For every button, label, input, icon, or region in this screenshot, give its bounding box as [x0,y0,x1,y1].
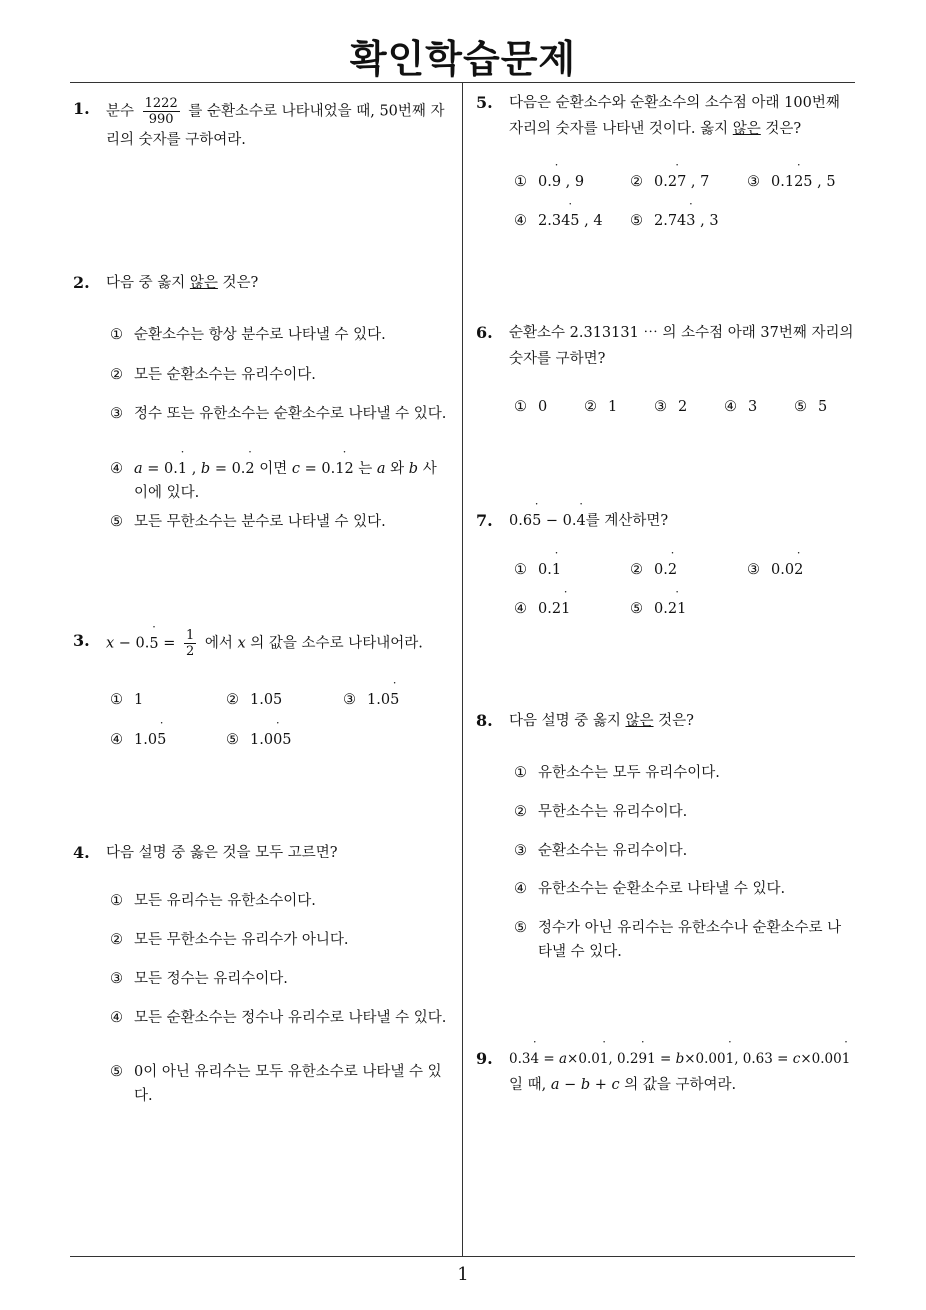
math-text: = 0. [142,461,178,477]
option-text: 유한소수는 모두 유리수이다. [538,765,720,781]
underlined-word: 않은 [189,275,218,291]
option-marker: ① [514,562,527,578]
math-text: 이면 [254,461,292,477]
option-marker: ④ [110,461,123,477]
math-var: a [376,461,386,477]
math-text: 0.6 [509,513,533,529]
equation-line [509,1072,860,1098]
repeating-digit: 005 ˙ [264,728,292,752]
option-marker: ② [110,932,123,948]
question-stem [509,708,856,734]
option-text [367,688,443,712]
math-text: = 0. [300,461,336,477]
option-marker: ④ [514,601,527,617]
option-text [538,170,624,194]
question-number: 7. [476,511,493,530]
math-text: 0. [538,174,552,190]
option-marker: ① [110,692,123,708]
repeating-digit: 12 ˙ [335,457,353,481]
stem-text: 것은? [653,713,694,729]
question-stem: 순환소수 2.313131 ⋯ 의 소수점 아래 37번째 자리의 숫자를 구하면? [509,325,854,367]
option-marker: ① [110,893,123,909]
repeating-digit: 2 ˙ [668,558,677,582]
stem-text: 를 순환소수로 나타내었을 때, 50번째 자리의 숫자를 구하여라. [106,103,445,148]
question-number: 3. [73,631,90,650]
repeating-digit: 4 ˙ [577,508,586,534]
question-number: 6. [476,323,493,342]
option-marker: ② [584,399,597,415]
math-text: 2.74 [654,213,687,229]
option-marker: ④ [110,1010,123,1026]
option-marker: ① [514,765,527,781]
math-text: 2.3 [538,213,562,229]
option-text: 모든 순환소수는 유리수이다. [134,367,316,383]
repeating-digit: 125 ˙ [785,170,813,194]
math-text: = [158,635,180,652]
question-number: 4. [73,843,90,862]
option-text: 순환소수는 항상 분수로 나타낼 수 있다. [134,327,386,343]
option-text [538,597,624,621]
question-number: 1. [73,99,90,118]
option-text [538,558,624,582]
math-text: 0.3 [509,1051,531,1067]
math-var: x [106,635,115,652]
repeating-digit: 5 ˙ [532,508,541,534]
option-marker: ④ [110,732,123,748]
math-text: = [772,1051,793,1067]
repeating-digit: 5 ˙ [390,688,399,712]
math-expression: a − b + c [550,1077,620,1093]
math-text: 사이에 있다. [134,461,437,501]
math-text: 0. [654,601,668,617]
math-text: 1. [250,732,264,748]
option-text: 1 [608,399,618,415]
stem-text: 일 때, [509,1077,551,1093]
stem-text: 분수 [106,103,135,120]
math-text: − 0. [114,635,150,652]
option-marker: ② [226,692,239,708]
option-marker: ⑤ [794,399,807,415]
option-text: 1 [134,692,144,708]
option-text: 모든 정수는 유리수이다. [134,971,288,987]
math-text: 0. [538,562,552,578]
math-text: 0. [654,562,668,578]
option-marker: ① [514,174,527,190]
question-stem [509,508,856,534]
option-marker: ⑤ [630,213,643,229]
option-marker: ③ [747,562,760,578]
repeating-digit: 5 ˙ [149,631,158,657]
option-marker: ③ [747,174,760,190]
math-var: b [408,461,419,477]
stem-text: 것은? [217,275,259,291]
option-text: 0이 아닌 유리수는 모두 유한소수로 나타낼 수 있다. [134,1064,442,1104]
math-text: 1.0 [367,692,391,708]
repeating-digit: 4 ˙ [530,1046,539,1072]
option-text: 정수가 아닌 유리수는 유한소수나 순환소수로 나타낼 수 있다. [538,920,842,960]
fraction [143,96,180,127]
question-number: 2. [73,273,90,292]
page-title: 확인학습문제 [349,37,577,81]
repeating-digit: 1 ˙ [600,1046,609,1072]
fraction [184,628,196,659]
repeating-digit: 45 ˙ [561,209,579,233]
option-marker: ③ [654,399,667,415]
option-marker: ④ [514,213,527,229]
math-text: 1.0 [134,732,158,748]
math-var: b [200,461,211,477]
option-marker: ④ [724,399,737,415]
math-text: 1 = [647,1051,676,1067]
math-text: , [734,1051,743,1067]
math-text: 0.63 [742,1051,773,1067]
question-stem: 다음 설명 중 옳은 것을 모두 고르면? [106,845,338,861]
option-text [654,558,740,582]
stem-text: 것은? [760,121,802,137]
math-text: 0.2 [617,1051,639,1067]
stem-text: 다음 설명 중 옳지 [509,713,626,729]
math-var: a [134,461,143,477]
math-text: 는 [353,461,377,477]
option-text: 모든 무한소수는 유리수가 아니다. [134,932,349,948]
option-text: 5 [818,399,828,415]
question-stem [106,96,453,153]
option-marker: ③ [110,406,123,422]
fraction-numerator: 1 [186,628,195,643]
option-text [250,728,326,752]
math-text: = 0. [210,461,246,477]
stem-text: 다음은 순환소수와 순환소수의 소수점 아래 100번째 자리의 숫자를 나타낸 것이다. 옳지 [509,95,840,137]
math-text: , 5 [812,174,836,190]
repeating-digit: 2 ˙ [245,457,254,481]
option-marker: ② [630,562,643,578]
option-marker: ③ [343,692,356,708]
fraction-numerator: 1222 [144,96,178,111]
equation-line [509,1046,860,1072]
repeating-digit: 2 ˙ [794,558,803,582]
math-text: ×0.0 [567,1051,600,1067]
repeating-digit: 21 ˙ [668,597,686,621]
math-var: c [291,461,301,477]
option-marker: ⑤ [110,1064,123,1080]
option-text: 무한소수는 유리수이다. [538,804,688,820]
underlined-word: 않은 [732,121,761,137]
stem-text: 에서 [200,635,238,652]
math-text: 0. [654,174,668,190]
math-text: ×0.00 [800,1051,842,1067]
option-marker: ③ [514,843,527,859]
math-var: c [792,1051,801,1067]
option-text: a = 0.1 ˙ , b = 0.2 ˙ 이면 c = 0.12 ˙ 는 a 와 b 사이에 있다. [134,457,450,505]
option-text [771,170,852,194]
math-text: , 3 [695,213,719,229]
question-number: 8. [476,711,493,730]
option-text [771,558,852,582]
fraction-denominator: 2 [186,644,195,659]
repeating-digit: 1 ˙ [726,1046,735,1072]
stem-text: 의 값을 구하여라. [619,1077,737,1093]
option-text: 2 [678,399,688,415]
question-stem [509,90,856,142]
repeating-digit: 1 ˙ [842,1046,851,1072]
option-marker: ⑤ [630,601,643,617]
question-number: 5. [476,93,493,112]
math-text: 0. [771,174,785,190]
option-text: 모든 유리수는 유한소수이다. [134,893,316,909]
option-marker: ⑤ [514,920,527,936]
option-marker: ④ [514,881,527,897]
page-number: 1 [457,1264,469,1285]
math-var: a [558,1051,568,1067]
repeating-digit: 9 ˙ [552,170,561,194]
option-text [654,170,740,194]
option-text: 순환소수는 유리수이다. [538,843,688,859]
repeating-digit: 1 ˙ [561,597,570,621]
math-text: , 9 [561,174,585,190]
option-text [654,597,740,621]
math-text: 와 [385,461,409,477]
math-text: 0.2 [538,601,562,617]
repeating-digit: 1 ˙ [178,457,187,481]
option-marker: ① [514,399,527,415]
math-text: 0.0 [771,562,795,578]
option-marker: ⑤ [110,514,123,530]
math-text: , 7 [686,174,710,190]
option-text: 3 [748,399,758,415]
repeating-digit: 1 ˙ [552,558,561,582]
option-text [134,728,210,752]
repeating-digit: 3 ˙ [686,209,695,233]
repeating-digit: 27 ˙ [668,170,686,194]
question-number: 9. [476,1049,493,1068]
option-text: 정수 또는 유한소수는 순환소수로 나타낼 수 있다. [134,406,447,422]
underlined-word: 않은 [625,713,654,729]
stem-text: 다음 중 옳지 [106,275,190,291]
option-text: 유한소수는 순환소수로 나타낼 수 있다. [538,881,786,897]
option-text [538,209,624,233]
math-text: , 4 [579,213,603,229]
fraction-denominator: 990 [148,112,174,127]
stem-text: 를 계산하면? [585,513,669,529]
question-stem [509,1046,860,1098]
repeating-digit: 5 ˙ [157,728,166,752]
option-marker: ① [110,327,123,343]
option-text [654,209,740,233]
question-stem [106,270,453,296]
math-text: , [608,1051,618,1067]
option-marker: ② [110,367,123,383]
option-text: 1.05 [250,692,283,708]
math-text: = [539,1051,559,1067]
math-text: ×0.00 [684,1051,726,1067]
option-marker: ② [630,174,643,190]
repeating-digit: 9 ˙ [639,1046,648,1072]
column-divider [462,83,463,1256]
option-marker: ③ [110,971,123,987]
math-var: b [675,1051,685,1067]
option-text: 모든 무한소수는 분수로 나타낼 수 있다. [134,514,386,530]
question-stem [106,628,453,659]
stem-text: 의 값을 소수로 나타내어라. [245,635,423,652]
option-marker: ② [514,804,527,820]
math-text: − 0. [541,513,577,529]
option-text: 0 [538,399,548,415]
math-var: x [237,635,246,652]
bottom-rule [70,1256,855,1257]
option-text: 모든 순환소수는 정수나 유리수로 나타낼 수 있다. [134,1010,447,1026]
option-marker: ⑤ [226,732,239,748]
